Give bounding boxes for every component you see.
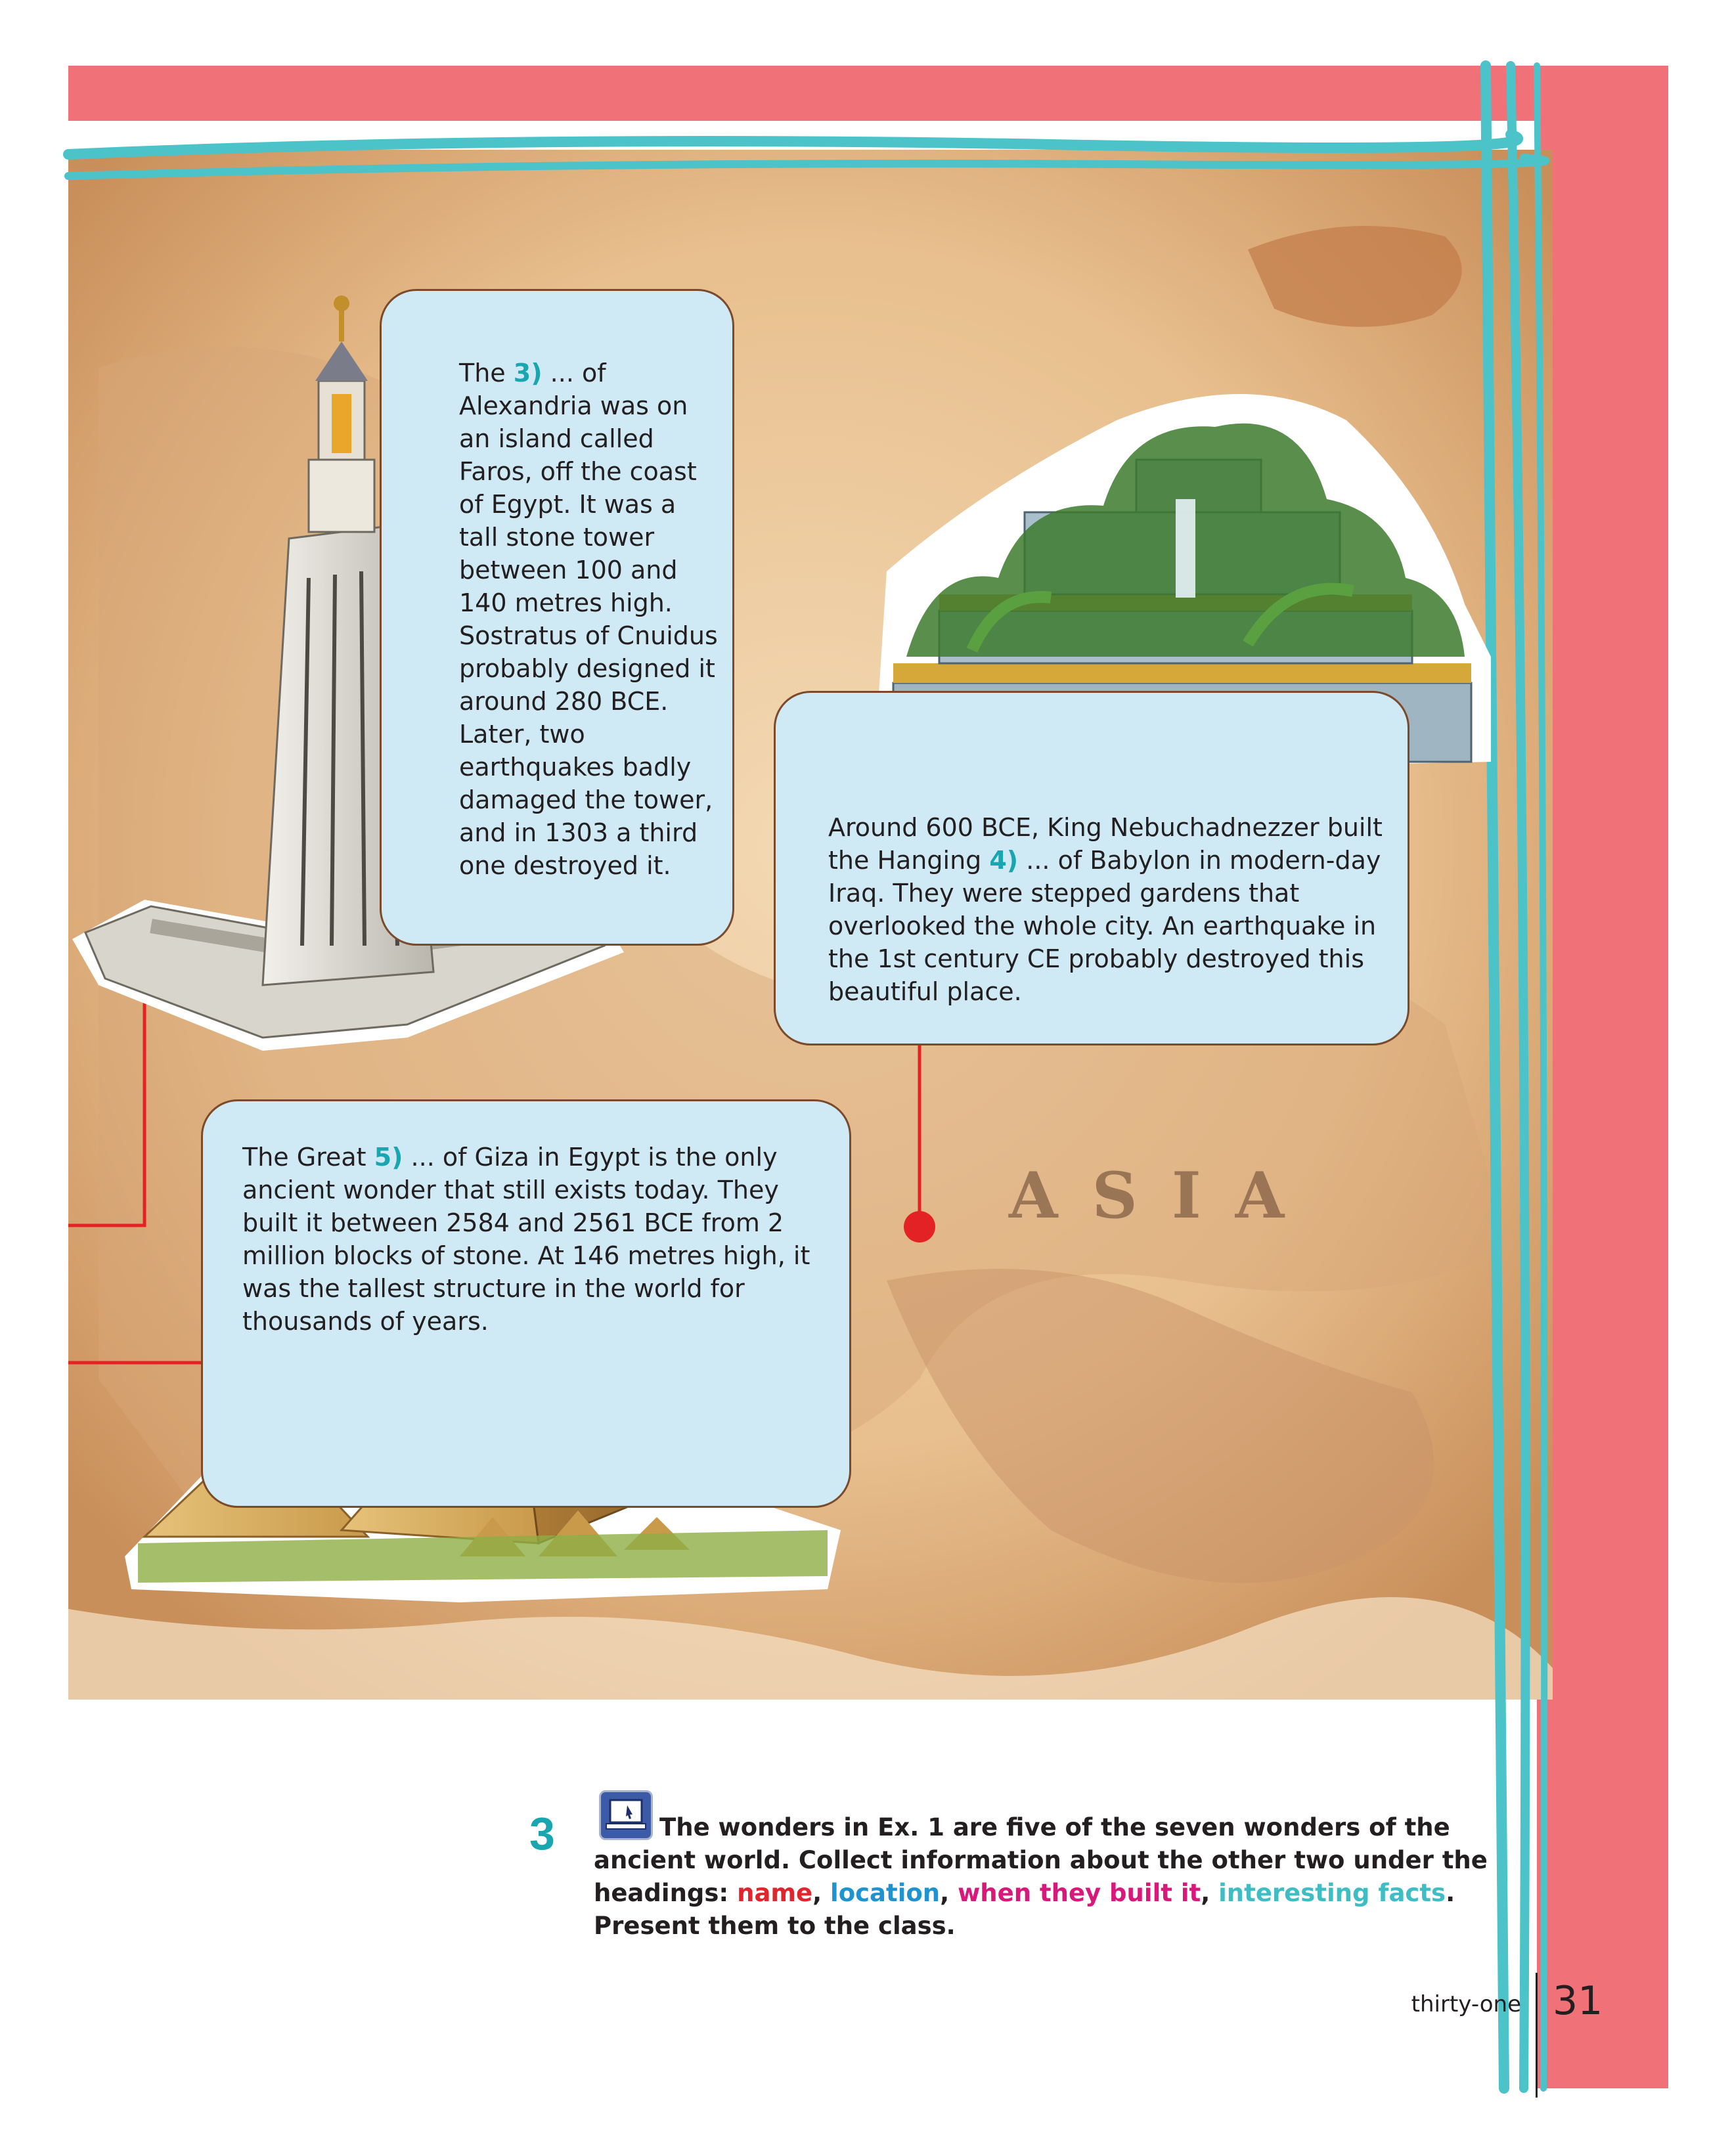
pyramid-text-prefix: The Great bbox=[242, 1143, 374, 1172]
separator: , bbox=[1201, 1879, 1219, 1907]
exercise-instruction bbox=[594, 1811, 1513, 1943]
exercise-text-end: . Present them to the class. bbox=[594, 1879, 1455, 1940]
gardens-text-prefix: Around 600 BCE, King Nebuchadnezzer built the Hanging bbox=[828, 813, 1383, 875]
heading-location: location bbox=[830, 1879, 941, 1907]
lighthouse-text-body: ... of Alexandria was on an island called Faros, off the coast of Egypt. It was a tall stone tower between 100 and 140 metres high. Sostratus of Cnuidus probably designed it around 280 BCE. Later, two earthquakes badly damaged the tower, and in 1303 a third one destroyed it. bbox=[459, 359, 718, 880]
page-number: 31 bbox=[1553, 1978, 1603, 2024]
exercise-number: 3 bbox=[529, 1808, 555, 1859]
blank-number-5: 5) bbox=[374, 1143, 403, 1172]
heading-when-built: when they built it bbox=[958, 1879, 1201, 1907]
separator: , bbox=[812, 1879, 831, 1907]
lighthouse-paragraph bbox=[459, 357, 722, 882]
page-number-words: thirty-one bbox=[1411, 1991, 1521, 2017]
connector-dot bbox=[904, 1211, 935, 1243]
gardens-text-body: ... of Babylon in modern-day Iraq. They were stepped gardens that overlooked the whole city. An earthquake in the 1st century CE probably destroyed this beautiful place. bbox=[828, 846, 1381, 1006]
frame-right-band bbox=[1537, 66, 1668, 2088]
pyramid-paragraph bbox=[242, 1141, 833, 1338]
lighthouse-text-prefix: The bbox=[459, 359, 514, 387]
map-label-asia: ASIA bbox=[1009, 1158, 1319, 1233]
blank-number-3: 3) bbox=[513, 359, 543, 387]
gardens-text-box bbox=[774, 691, 1409, 1045]
footer-divider bbox=[1536, 1973, 1538, 2098]
frame-top-band bbox=[68, 66, 1668, 121]
heading-interesting-facts: interesting facts bbox=[1218, 1879, 1446, 1907]
pyramid-text-box bbox=[201, 1099, 851, 1508]
exercise-text-main: The wonders in Ex. 1 are five of the seven wonders of the ancient world. Collect information about the other two under the headings: bbox=[594, 1813, 1488, 1907]
gardens-paragraph bbox=[828, 811, 1386, 1008]
blank-number-4: 4) bbox=[989, 846, 1019, 875]
separator: , bbox=[940, 1879, 958, 1907]
pyramid-text-body: ... of Giza in Egypt is the only ancient wonder that still exists today. They built it between 2584 and 2561 BCE from 2 million blocks of stone. At 146 metres high, it was the tallest structure in the world for thousands of years. bbox=[242, 1143, 810, 1336]
lighthouse-text-box bbox=[380, 289, 734, 946]
heading-name: name bbox=[737, 1879, 813, 1907]
